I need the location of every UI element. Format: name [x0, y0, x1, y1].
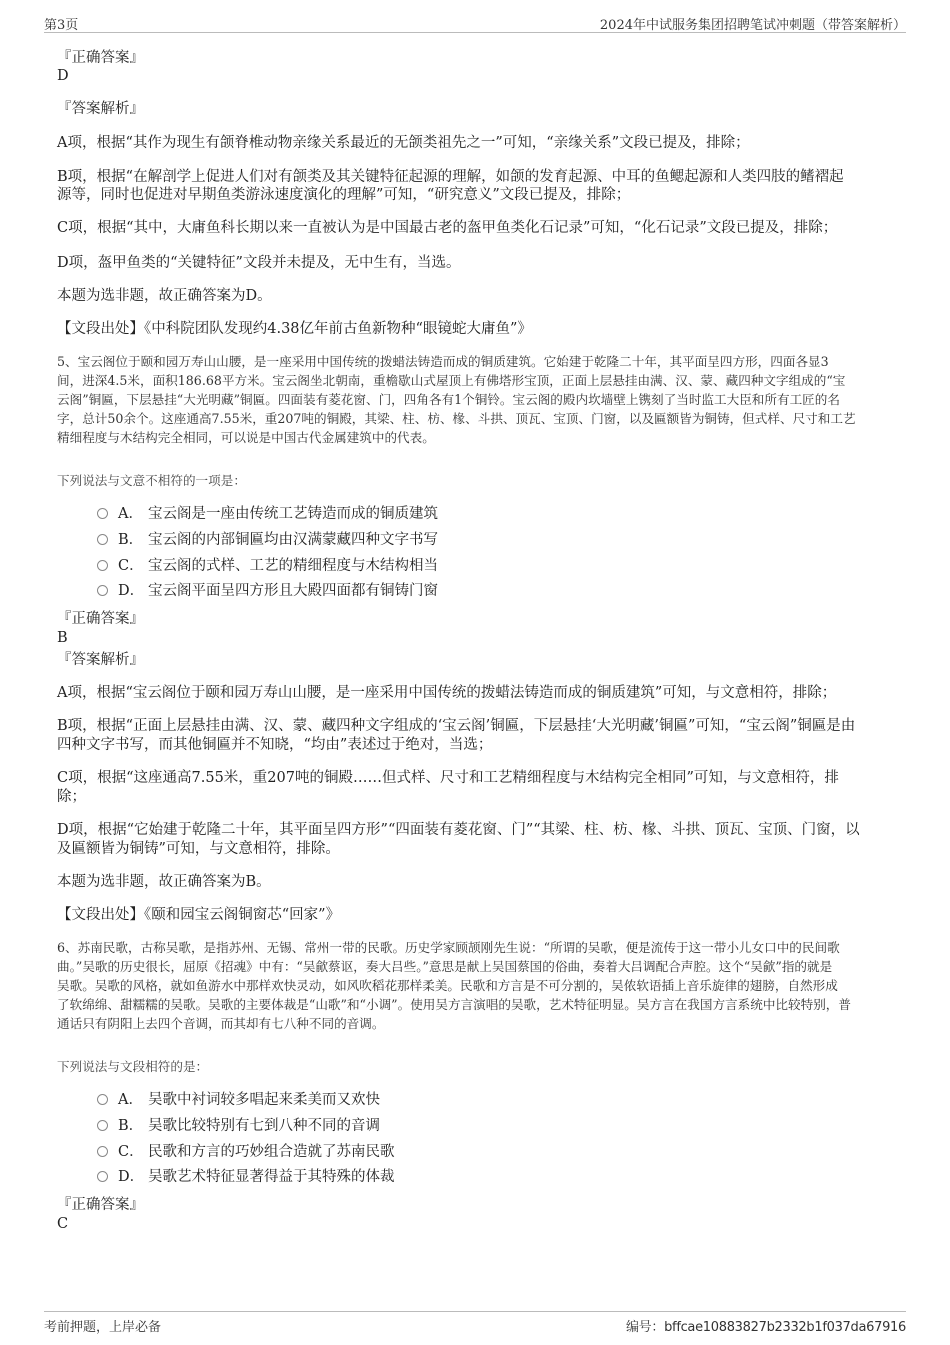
q5-passage-line4: 字，总计50余个。这座通高7.55米，重207吨的铜殿，其梁、柱、枋、椽、斗拱、顶瓦、宝顶、门窗，以及匾额皆为铜铸，但式样、尺寸和工艺 — [57, 411, 856, 426]
q4-answer: D — [57, 68, 69, 84]
q6-passage-line2: 曲。”吴歌的历史很长，屈原《招魂》中有：“吴歈蔡讴，奏大吕些。”意思是献上吴国蔡国的俗曲，奏着大吕调配合声腔。这个“吴歈”指的就是 — [57, 959, 833, 974]
q5-option-c[interactable]: C． 宝云阁的式样、工艺的精细程度与木结构相当 — [97, 555, 438, 577]
q4-analysis-d: D项，盔甲鱼类的“关键特征”文段并未提及，无中生有，当选。 — [57, 255, 461, 271]
q4-conclusion: 本题为选非题，故正确答案为D。 — [57, 288, 272, 304]
q5-passage-line1: 5、宝云阁位于颐和园万寿山山腰，是一座采用中国传统的拨蜡法铸造而成的铜质建筑。它始建于乾隆二十年，其平面呈四方形，四面各显3 — [57, 354, 829, 369]
q5-analysis-d-line2: 及匾额皆为铜铸”可知，与文意相符，排除。 — [57, 841, 340, 857]
radio-icon[interactable] — [97, 560, 108, 571]
q5-passage-line2: 间，进深4.5米，面积186.68平方米。宝云阁坐北朝南，重檐歇山式屋顶上有佛塔形宝顶，正面上层悬挂由满、汉、蒙、藏四种文字组成的“宝 — [57, 373, 846, 388]
q6-passage-line3: 吴歌。吴歌的风格，就如鱼游水中那样欢快灵动，如风吹稻花那样柔美。民歌和方言是不可分割的，吴侬软语插上音乐旋律的翅膀，自然形成 — [57, 978, 838, 993]
q5-analysis-c-line2: 除； — [57, 789, 86, 805]
q5-answer-label: 『正确答案』 — [57, 611, 144, 627]
q5-analysis-label: 『答案解析』 — [57, 652, 144, 668]
q5-analysis-b-line2: 四种文字书写，而其他铜匾并不知晓，“均由”表述过于绝对，当选； — [57, 737, 493, 753]
radio-icon[interactable] — [97, 1120, 108, 1131]
q4-analysis-a: A项，根据“其作为现生有颌脊椎动物亲缘关系最近的无颌类祖先之一”可知，“亲缘关系”文段已提及，排除； — [57, 135, 750, 151]
document-serial: 编号：bffcae10883827b2332b1f037da67916 — [625, 1320, 906, 1335]
document-title: 2024年中试服务集团招聘笔试冲刺题（带答案解析） — [599, 18, 906, 33]
q6-passage-line4: 了软绵绵、甜糯糯的吴歌。吴歌的主要体裁是“山歌”和“小调”。使用吴方言演唱的吴歌，艺术特征明显。吴方言在我国方言系统中比较特别，普 — [57, 997, 851, 1012]
q4-analysis-b-line2: 源等，同时也促进对早期鱼类游泳速度演化的理解”可知，“研究意义”文段已提及，排除； — [57, 187, 631, 203]
q6-option-d[interactable]: D． 吴歌艺术特征显著得益于其特殊的体裁 — [97, 1166, 395, 1188]
q6-passage-line1: 6、苏南民歌，古称吴歌，是指苏州、无锡、常州一带的民歌。历史学家顾颉刚先生说：“所谓的吴歌，便是流传于这一带小儿女口中的民间歌 — [57, 940, 840, 955]
footer-slogan: 考前押题，上岸必备 — [44, 1320, 162, 1335]
q4-answer-label: 『正确答案』 — [57, 50, 144, 66]
q5-option-d[interactable]: D． 宝云阁平面呈四方形且大殿四面都有铜铸门窗 — [97, 580, 438, 602]
q5-option-a[interactable]: A． 宝云阁是一座由传统工艺铸造而成的铜质建筑 — [97, 503, 438, 525]
q4-analysis-c: C项，根据“其中，大庸鱼科长期以来一直被认为是中国最古老的盔甲鱼类化石记录”可知，“化石记录”文段已提及，排除； — [57, 220, 838, 236]
q4-analysis-label: 『答案解析』 — [57, 101, 144, 117]
radio-icon[interactable] — [97, 534, 108, 545]
radio-icon[interactable] — [97, 585, 108, 596]
q4-analysis-b-line1: B项，根据“在解剖学上促进人们对有颌类及其关键特征起源的理解，如颌的发育起源、中耳的鱼鳃起源和人类四肢的鳍褶起 — [57, 169, 844, 185]
q6-answer: C — [57, 1216, 69, 1232]
q5-passage-line5: 精细程度与木结构完全相同，可以说是中国古代金属建筑中的代表。 — [57, 430, 435, 445]
q5-prompt: 下列说法与文意不相符的一项是： — [57, 473, 246, 488]
q5-source: 【文段出处】《颐和园宝云阁铜窗芯“回家”》 — [57, 907, 341, 923]
q5-analysis-b-line1: B项，根据“正面上层悬挂由满、汉、蒙、藏四种文字组成的‘宝云阁’铜匾，下层悬挂‘大光明藏’铜匾”可知，“宝云阁”铜匾是由 — [57, 718, 856, 734]
q5-analysis-d-line1: D项，根据“它始建于乾隆二十年，其平面呈四方形”“四面装有菱花窗、门”“其梁、柱、枋、椽、斗拱、顶瓦、宝顶、门窗，以 — [57, 822, 860, 838]
q5-option-b[interactable]: B． 宝云阁的内部铜匾均由汉满蒙藏四种文字书写 — [97, 529, 438, 551]
q5-passage-line3: 云阁”铜匾，下层悬挂“大光明藏”铜匾。四面装有菱花窗、门，四角各有1个铜铃。宝云阁的殿内坎墙壁上镌刻了当时监工大臣和所有工匠的名 — [57, 392, 840, 407]
radio-icon[interactable] — [97, 1146, 108, 1157]
q5-analysis-c-line1: C项，根据“这座通高7.55米，重207吨的铜殿……但式样、尺寸和工艺精细程度与木结构完全相同”可知，与文意相符，排 — [57, 770, 839, 786]
q6-option-c[interactable]: C． 民歌和方言的巧妙组合造就了苏南民歌 — [97, 1141, 395, 1163]
q6-prompt: 下列说法与文段相符的是： — [57, 1059, 209, 1074]
q6-answer-label: 『正确答案』 — [57, 1197, 144, 1213]
q6-option-a[interactable]: A． 吴歌中衬词较多唱起来柔美而又欢快 — [97, 1089, 380, 1111]
radio-icon[interactable] — [97, 1094, 108, 1105]
q5-conclusion: 本题为选非题，故正确答案为B。 — [57, 874, 271, 890]
page-footer — [44, 1311, 906, 1334]
radio-icon[interactable] — [97, 508, 108, 519]
q6-option-b[interactable]: B． 吴歌比较特别有七到八种不同的音调 — [97, 1115, 380, 1137]
radio-icon[interactable] — [97, 1171, 108, 1182]
q4-source: 【文段出处】《中科院团队发现约4.38亿年前古鱼新物种“眼镜蛇大庸鱼”》 — [57, 321, 532, 337]
q5-analysis-a: A项，根据“宝云阁位于颐和园万寿山山腰，是一座采用中国传统的拨蜡法铸造而成的铜质建筑”可知，与文意相符，排除； — [57, 685, 837, 701]
page-header — [44, 12, 906, 33]
page-number: 第3页 — [44, 18, 79, 33]
q5-answer: B — [57, 630, 68, 646]
q6-passage-line5: 通话只有阴阳上去四个音调，而其却有七八种不同的音调。 — [57, 1016, 385, 1031]
